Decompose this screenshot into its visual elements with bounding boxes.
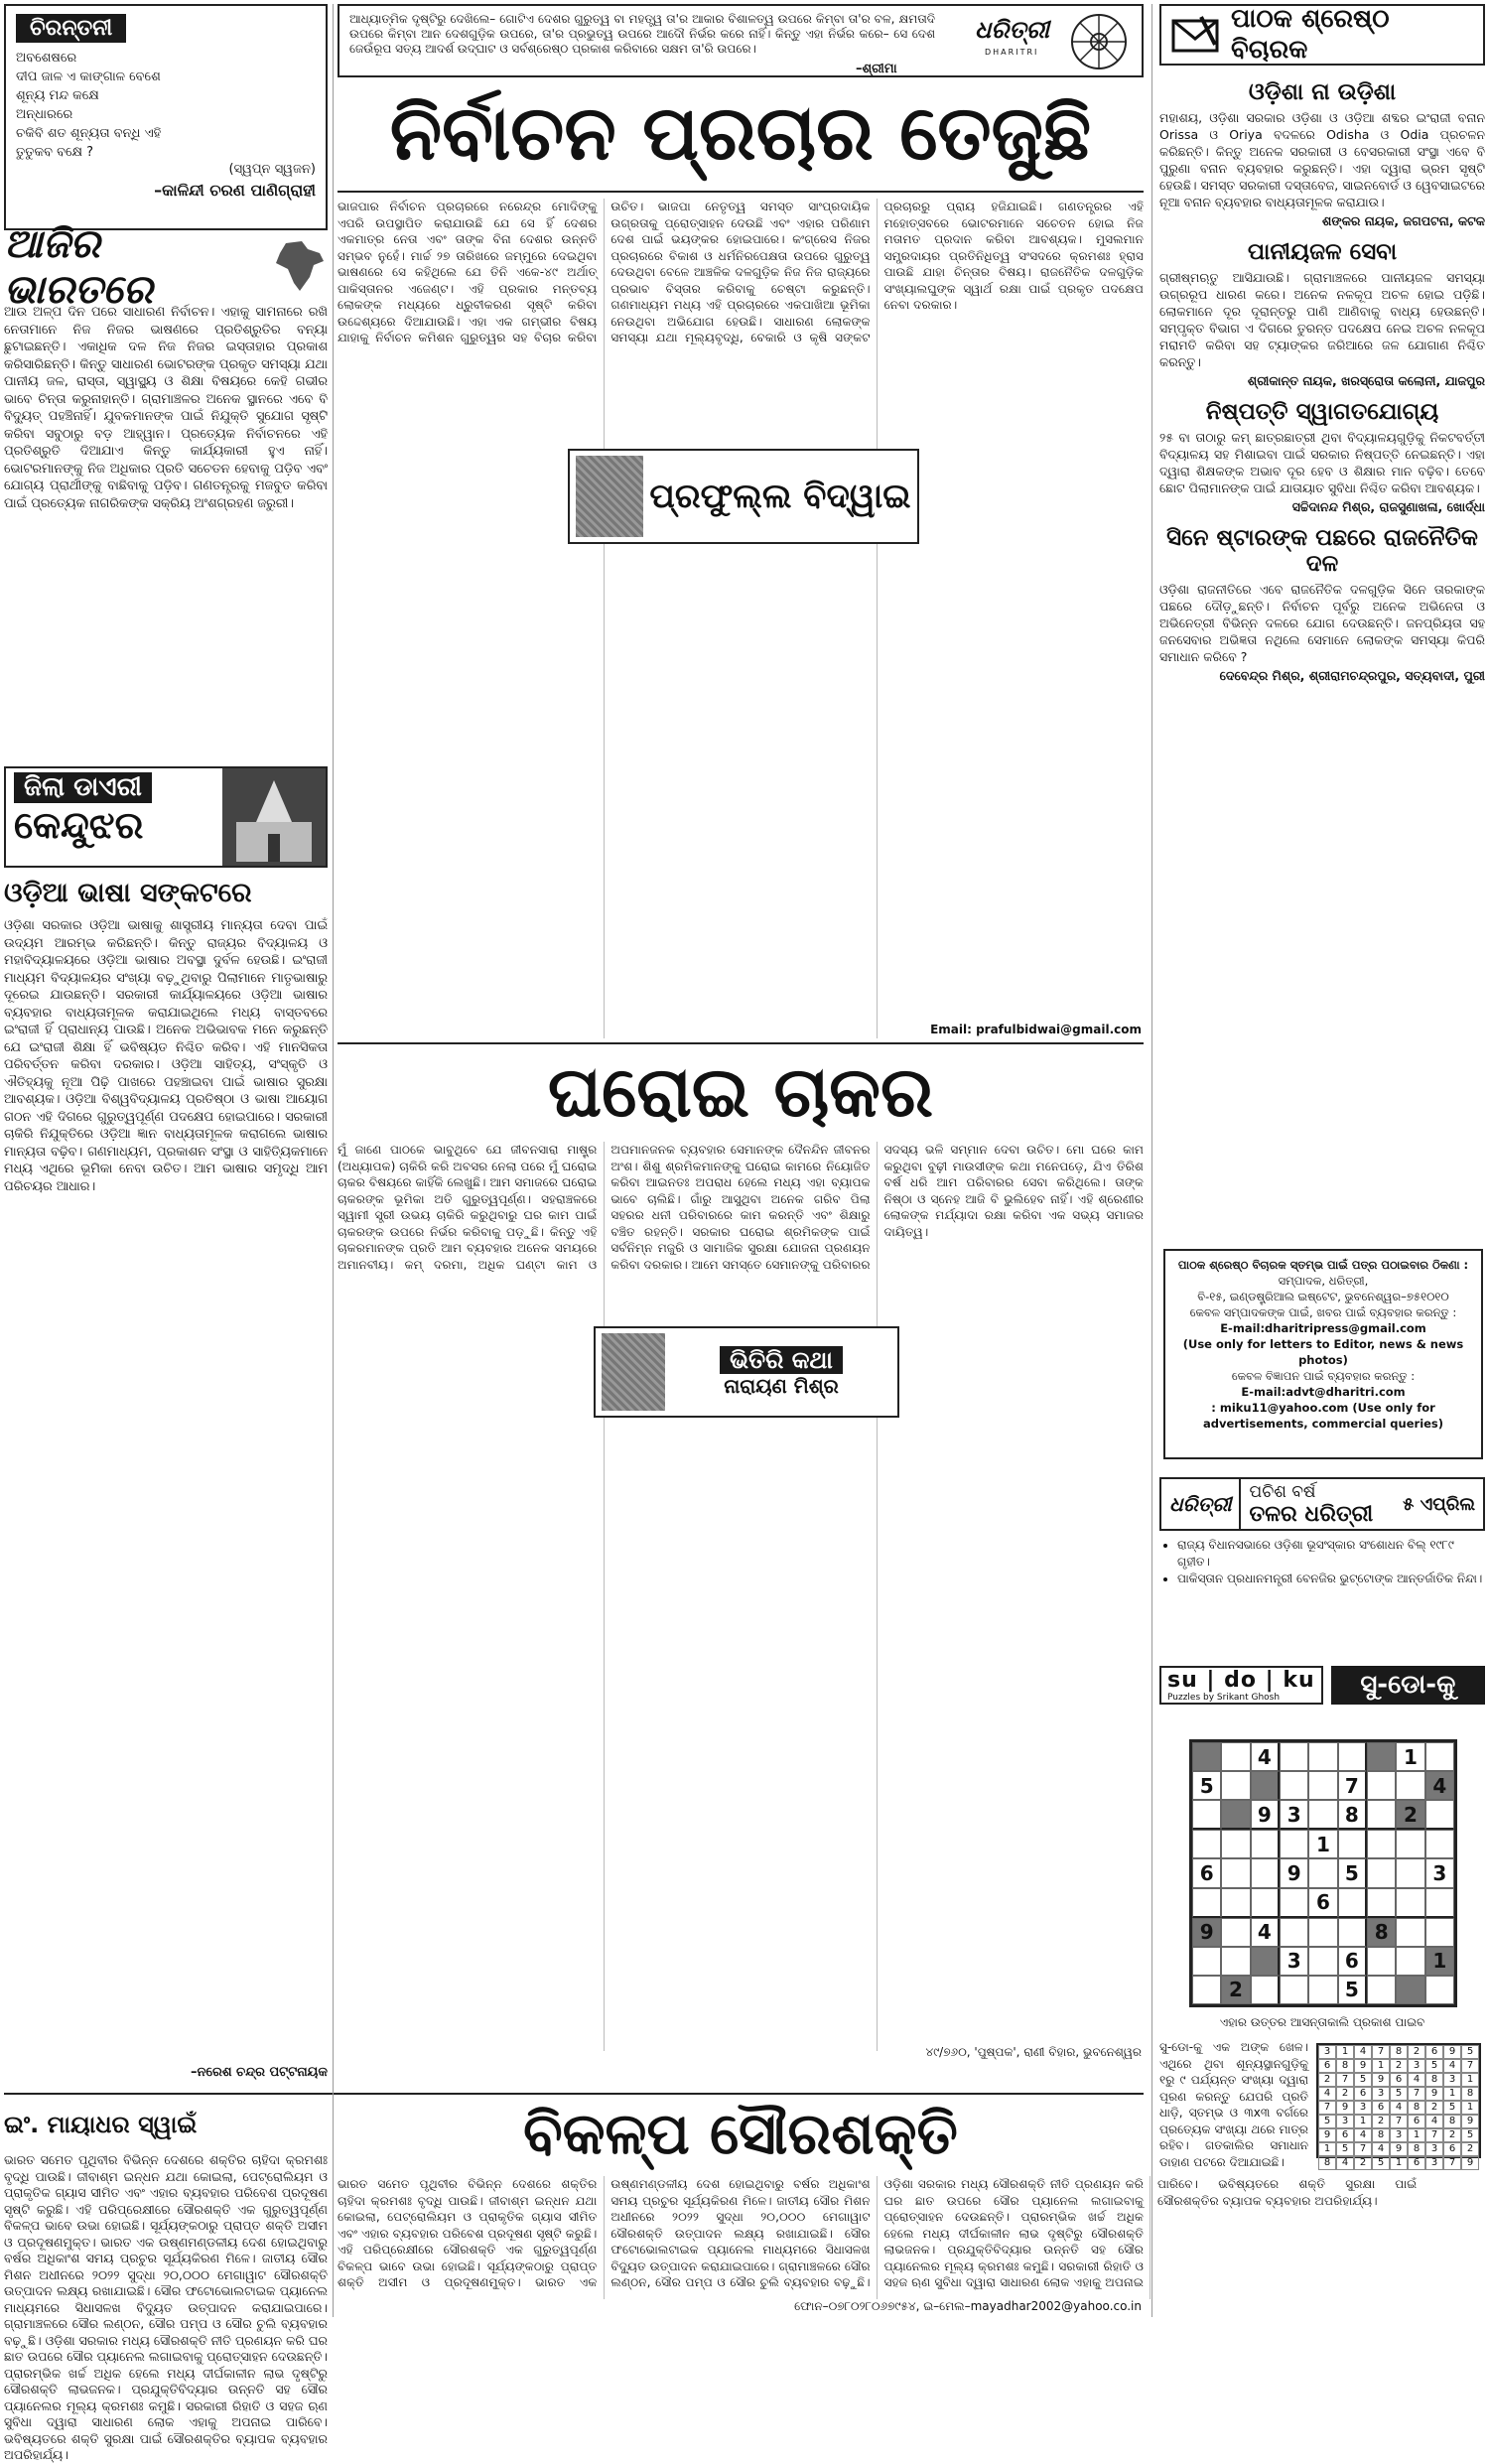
contact-title: ପାଠକ ଶ୍ରେଷ୍ଠ ବିଚାରକ ସ୍ତମ୍ଭ ପାଇଁ ପତ୍ର ପଠାଇବାର ଠିକଣା : (1177, 1258, 1469, 1272)
editorial-author-photo (576, 456, 643, 537)
domestic-help-rule (338, 1042, 1144, 1044)
editorial-body: ଭାଜପାର ନିର୍ବାଚନ ପ୍ରଚାରରେ ନରେନ୍ଦ୍ର ମୋଦିଙ୍କୁ ଏପରି ଉପସ୍ଥାପିତ କରାଯାଉଛି ଯେ ସେ ହିଁ ଦେଶର ଏକମାତ୍ର ନେତା ଏବଂ ତାଙ୍କ ବିନା ଦେଶର ଉନ୍ନତି ସମ୍ଭବ ନୁହେଁ। ମାର୍ଚ୍ଚ ୨୭ ତାରିଖରେ ଜମ୍ମୁରେ ଦେଇଥିବା ଭାଷଣରେ ସେ କହିଥିଲେ ଯେ ତିନି ଏକେ-୪୯ ଅର୍ଥାତ୍ ପାକିସ୍ତାନର ଏଜେଣ୍ଟ। ଏହି ପ୍ରକାର ମନ୍ତବ୍ୟ ଲୋକଙ୍କ ମଧ୍ୟରେ ଧ୍ରୁବୀକରଣ ସୃଷ୍ଟି କରିବା ଉଦ୍ଦେଶ୍ୟରେ ଦିଆଯାଉଛି। ଏହା ଏକ ଗମ୍ଭୀର ବିଷୟ ଯାହାକୁ ନିର୍ବାଚନ କମିଶନ ଗୁରୁତ୍ୱର ସହ ବିଚାର କରିବା ଉଚିତ। ଭାଜପା ନେତୃତ୍ୱ ସମସ୍ତ ସାଂପ୍ରଦାୟିକ ଉଗ୍ରତାକୁ ପ୍ରୋତ୍ସାହନ ଦେଉଛି ଏବଂ ଏହାର ପରିଣାମ ଦେଶ ପାଇଁ ଭୟଙ୍କର ହୋଇପାରେ। କଂଗ୍ରେସ ନିଜର ପ୍ରଚାରରେ ବିକାଶ ଓ ଧର୍ମନିରପେକ୍ଷତା ଉପରେ ଗୁରୁତ୍ୱ ଦେଉଥିବା ବେଳେ ଆଞ୍ଚଳିକ ଦଳଗୁଡ଼ିକ ନିଜ ନିଜ ରାଜ୍ୟରେ ପ୍ରଭାବ ବିସ୍ତାର କରିବାକୁ ଚେଷ୍ଟା କରୁଛନ୍ତି। ଗଣମାଧ୍ୟମ ମଧ୍ୟ ଏହି ପ୍ରଚାରରେ ଏକପାଖିଆ ଭୂମିକା ନେଉଥିବା ଅଭିଯୋଗ ହେଉଛି। ସାଧାରଣ ଲୋକଙ୍କ ସମସ୍ୟା ଯଥା ମୂଲ୍ୟବୃଦ୍ଧି, ବେକାରି ଓ କୃଷି ସଙ୍କଟ ପ୍ରଚାରରୁ ପ୍ରାୟ ହଜିଯାଇଛି। ଗଣତନ୍ତ୍ରର ଏହି ମହୋତ୍ସବରେ ଭୋଟରମାନେ ସଚେତନ ହୋଇ ନିଜ ମତାମତ ପ୍ରଦାନ କରିବା ଆବଶ୍ୟକ। ମୁସଲମାନ ସମ୍ପ୍ରଦାୟର ପ୍ରତିନିଧିତ୍ୱ ସଂସଦରେ କ୍ରମଶଃ ହ୍ରାସ ପାଉଛି ଯାହା ଚିନ୍ତାର ବିଷୟ। ରାଜନୈତିକ ଦଳଗୁଡ଼ିକ ସଂଖ୍ୟାଲଘୁଙ୍କ ସ୍ୱାର୍ଥ ରକ୍ଷା ପାଇଁ ପ୍ରକୃତ ପଦକ୍ଷେପ ନେବା ଦରକାର। (338, 200, 1144, 344)
sudoku-cell[interactable] (1308, 1918, 1337, 1947)
domestic-help-author-photo (602, 1333, 665, 1411)
sudoku-cell[interactable] (1367, 1888, 1396, 1918)
twentyfive-date: ୫ ଏପ୍ରିଲ (1403, 1493, 1475, 1515)
sudoku-cell[interactable] (1221, 1830, 1250, 1858)
sudoku-cell[interactable] (1280, 1918, 1308, 1947)
sudoku-cell[interactable]: 5 (1338, 1858, 1367, 1887)
sudoku-cell[interactable] (1221, 1888, 1250, 1918)
sudoku-solution-cell: 3 (1425, 2156, 1443, 2170)
sudoku-solution-cell: 6 (1354, 2087, 1372, 2101)
letter-body: ଓଡ଼ିଶା ରାଜନୀତିରେ ଏବେ ରାଜନୈତିକ ଦଳଗୁଡ଼ିକ ସିନେ ତାରକାଙ୍କ ପଛରେ ଦୌଡ଼ୁଛନ୍ତି। ନିର୍ବାଚନ ପୂର୍ବରୁ ଅନେକ ଅଭିନେତା ଓ ଅଭିନେତ୍ରୀ ବିଭିନ୍ନ ଦଳରେ ଯୋଗ ଦେଉଛନ୍ତି। ଜନପ୍ରିୟତା ସହ ଜନସେବାର ଅଭିଜ୍ଞତା ନଥିଲେ ସେମାନେ ଲୋକଙ୍କ ସମସ୍ୟା କିପରି ସମାଧାନ କରିବେ ? (1159, 582, 1485, 664)
domestic-help-body: ମୁଁ ଜାଣେ ପାଠକେ ଭାବୁଥିବେ ଯେ ଜୀବନସାରା ମାଷ୍ଟ୍ର (ଅଧ୍ୟାପକ) ଚାକିରି କରି ଅବସର ନେଲା ପରେ ମୁଁ ଘରୋଇ ଚାକର ବିଷୟରେ କାହିଁକି ଲେଖୁଛି। ଆମ ସମାଜରେ ଘରୋଇ ଚାକରଙ୍କ ଭୂମିକା ଅତି ଗୁରୁତ୍ୱପୂର୍ଣ୍ଣ। ସହରାଞ୍ଚଳରେ ସ୍ୱାମୀ ସ୍ତ୍ରୀ ଉଭୟ ଚାକିରି କରୁଥିବାରୁ ଘର କାମ ପାଇଁ ଚାକରଙ୍କ ଉପରେ ନିର୍ଭର କରିବାକୁ ପଡ଼ୁଛି। କିନ୍ତୁ ଏହି ଚାକରମାନଙ୍କ ପ୍ରତି ଆମ ବ୍ୟବହାର ଅନେକ ସମୟରେ ଅମାନବୀୟ। କମ୍ ଦରମା, ଅଧିକ ଘଣ୍ଟା କାମ ଓ ଅପମାନଜନକ ବ୍ୟବହାର ସେମାନଙ୍କ ଦୈନନ୍ଦିନ ଜୀବନର ଅଂଶ। ଶିଶୁ ଶ୍ରମିକମାନଙ୍କୁ ଘରୋଇ କାମରେ ନିୟୋଜିତ କରିବା ଆଇନତଃ ଅପରାଧ ହେଲେ ମଧ୍ୟ ଏହା ବ୍ୟାପକ ଭାବେ ଚାଲିଛି। ଗାଁରୁ ଆସୁଥିବା ଅନେକ ଗରିବ ପିଲା ସହରର ଧନୀ ପରିବାରରେ କାମ କରନ୍ତି ଏବଂ ଶିକ୍ଷାରୁ ବଞ୍ଚିତ ରହନ୍ତି। ସରକାର ଘରୋଇ ଶ୍ରମିକଙ୍କ ପାଇଁ ସର୍ବନିମ୍ନ ମଜୁରି ଓ ସାମାଜିକ ସୁରକ୍ଷା ଯୋଜନା ପ୍ରଣୟନ କରିବା ଦରକାର। ଆମେ ସମସ୍ତେ ସେମାନଙ୍କୁ ପରିବାରର ସଦସ୍ୟ ଭଳି ସମ୍ମାନ ଦେବା ଉଚିତ। ମୋ ଘରେ କାମ କରୁଥିବା ବୁଢ଼ୀ ମାଉସୀଙ୍କ କଥା ମନେପଡ଼େ, ଯିଏ ତିରିଶ ବର୍ଷ ଧରି ଆମ ପରିବାରର ସେବା କରିଥିଲେ। ତାଙ୍କ ନିଷ୍ଠା ଓ ସ୍ନେହ ଆଜି ବି ଭୁଲିହେବ ନାହିଁ। ଏହି ଶ୍ରେଣୀର ଲୋକଙ୍କ ମର୍ଯ୍ୟାଦା ରକ୍ଷା କରିବା ଏକ ସଭ୍ୟ ସମାଜର ଦାୟିତ୍ୱ। (338, 1143, 1144, 1272)
chirantani-box (4, 4, 328, 230)
ajira-bharata-header (4, 221, 328, 313)
sudoku-cell[interactable] (1367, 1800, 1396, 1830)
india-map-icon (268, 239, 328, 295)
contact-email-ad-2: : miku11@yahoo.com (Use only for advertisements, commercial queries) (1202, 1401, 1444, 1431)
sudoku-solution-cell: 5 (1443, 2101, 1461, 2115)
sudoku-cell[interactable] (1280, 1830, 1308, 1858)
poem-line: ଚକିବି ଶତ ଶୂନ୍ୟତା ବନ୍ଧି ଏହି (16, 126, 162, 141)
poem-line: ଦୀପ ଜାଳ ଏ କାଙ୍ଗାଳ ବେଶେ (16, 69, 161, 84)
column-rule-left (333, 4, 334, 2317)
sudoku-cell[interactable] (1221, 1947, 1250, 1976)
sudoku-cell[interactable] (1308, 1742, 1337, 1771)
district-diary-label: ଜିଲା ଡାଏରୀ (14, 772, 152, 803)
domestic-help-headline: ଘରୋଇ ଚାକର (547, 1051, 934, 1133)
letters-header: ପାଠକ ଶ୍ରେଷ୍ଠ ବିଚାରକ (1231, 4, 1390, 65)
domestic-help-author-box (594, 1326, 899, 1418)
sudoku-cell[interactable]: 3 (1425, 1858, 1454, 1887)
sudoku-cell[interactable] (1308, 1858, 1337, 1887)
letter-title: ନିଷ୍ପତ୍ତି ସ୍ୱାଗତଯୋଗ୍ୟ (1205, 399, 1439, 425)
sudoku-solution-cell: 4 (1354, 2128, 1372, 2142)
sudoku-cell[interactable] (1221, 1800, 1250, 1830)
sudoku-cell[interactable] (1251, 1830, 1280, 1858)
sudoku-grid (1189, 1739, 1457, 2007)
chirantani-poem (16, 49, 316, 162)
sudoku-solution-cell: 7 (1461, 2059, 1479, 2073)
sudoku-cell[interactable] (1251, 1771, 1280, 1800)
twentyfive-item: • ପାକିସ୍ତାନ ପ୍ରଧାନମନ୍ତ୍ରୀ ବେନଜିର ଭୁଟ୍ଟୋଙ୍କ ଆନ୍ତର୍ଜାତିକ ନିନ୍ଦା। (1177, 1571, 1485, 1587)
letter-body: ଗ୍ରୀଷ୍ମଋତୁ ଆସିଯାଉଛି। ଗ୍ରାମାଞ୍ଚଳରେ ପାନୀୟଜଳ ସମସ୍ୟା ଉଗ୍ରରୂପ ଧାରଣ କରେ। ଅନେକ ନଳକୂପ ଅଚଳ ହୋଇ ପଡ଼ିଛି। ଲୋକମାନେ ଦୂର ଦୂରାନ୍ତରୁ ପାଣି ଆଣିବାକୁ ବାଧ୍ୟ ହେଉଛନ୍ତି। ସମ୍ପୃକ୍ତ ବିଭାଗ ଏ ଦିଗରେ ତୁରନ୍ତ ପଦକ୍ଷେପ ନେଇ ଅଚଳ ନଳକୂପ ମରାମତି କରିବା ସହ ଟ୍ୟାଙ୍କର ଜରିଆରେ ଜଳ ଯୋଗାଣ ନିଶ୍ଚିତ କରନ୍ତୁ। (1159, 270, 1485, 369)
sudoku-cell[interactable]: 4 (1251, 1742, 1280, 1771)
poem-line: ଅନ୍ଧାରରେ (16, 107, 73, 122)
sudoku-solution-cell: 8 (1408, 2101, 1425, 2115)
sudoku-title: ସୁ-ଡୋ-କୁ (1331, 1666, 1485, 1705)
twentyfive-title1: ପଚିଶ ବର୍ଷ (1249, 1481, 1316, 1502)
sudoku-solution-cell: 1 (1443, 2087, 1461, 2101)
sudoku-solution-cell: 9 (1390, 2142, 1408, 2156)
contact-box (1163, 1249, 1483, 1459)
sudoku-solution-grid (1316, 2043, 1481, 2168)
sudoku-solution-cell: 4 (1390, 2101, 1408, 2115)
sudoku-solution-cell: 8 (1390, 2045, 1408, 2059)
sudoku-solution-cell: 3 (1425, 2142, 1443, 2156)
sudoku-solution-cell: 6 (1408, 2156, 1425, 2170)
sudoku-rules: ସୁ-ଡୋ-କୁ ଏକ ଅଙ୍କ ଖେଳ। ଏଥିରେ ଥିବା ଶୂନ୍ୟସ୍ଥାନଗୁଡ଼ିକୁ ୧ରୁ ୯ ପର୍ଯ୍ୟନ୍ତ ସଂଖ୍ୟା ଦ୍ୱାରା ପୂରଣ କରନ୍ତୁ ଯେପରି ପ୍ରତି ଧାଡ଼ି, ସ୍ତମ୍ଭ ଓ ୩x୩ ବର୍ଗରେ ପ୍ରତ୍ୟେକ ସଂଖ୍ୟା ଥରେ ମାତ୍ର ରହିବ। ଗତକାଲିର ସମାଧାନ ଡାହାଣ ପଟରେ ଦିଆଯାଇଛି। (1159, 2040, 1308, 2169)
district-diary-box (4, 766, 328, 868)
quote-author: –ଶ୍ରୀମା (856, 62, 897, 76)
sudoku-cell[interactable] (1192, 1742, 1221, 1771)
odia-crisis-body: ଓଡ଼ିଶା ସରକାର ଓଡ଼ିଆ ଭାଷାକୁ ଶାସ୍ତ୍ରୀୟ ମାନ୍ୟତା ଦେବା ପାଇଁ ଉଦ୍ୟମ ଆରମ୍ଭ କରିଛନ୍ତି। କିନ୍ତୁ ରାଜ୍ୟର ବିଦ୍ୟାଳୟ ଓ ମହାବିଦ୍ୟାଳୟରେ ଓଡ଼ିଆ ଭାଷାର ଅବସ୍ଥା ଦୁର୍ବଳ ହେଉଛି। ଇଂରାଜୀ ମାଧ୍ୟମ ବିଦ୍ୟାଳୟର ସଂଖ୍ୟା ବଢ଼ୁଥିବାରୁ ପିଲାମାନେ ମାତୃଭାଷାରୁ ଦୂରେଇ ଯାଉଛନ୍ତି। ସରକାରୀ କାର୍ଯ୍ୟାଳୟରେ ଓଡ଼ିଆ ଭାଷାର ବ୍ୟବହାର ବାଧ୍ୟତାମୂଳକ କରାଯାଇଥିଲେ ମଧ୍ୟ ବାସ୍ତବରେ ଇଂରାଜୀ ହିଁ ପ୍ରାଧାନ୍ୟ ପାଉଛି। ଅନେକ ଅଭିଭାବକ ମନେ କରୁଛନ୍ତି ଯେ ଇଂରାଜୀ ଶିକ୍ଷା ହିଁ ଭବିଷ୍ୟତ ନିଶ୍ଚିତ କରିବ। ଏହି ମାନସିକତା ପରିବର୍ତ୍ତନ କରିବା ଦରକାର। ଓଡ଼ିଆ ସାହିତ୍ୟ, ସଂସ୍କୃତି ଓ ଐତିହ୍ୟକୁ ନୂଆ ପିଢ଼ି ପାଖରେ ପହଞ୍ଚାଇବା ପାଇଁ ଭାଷାର ସୁରକ୍ଷା ଆବଶ୍ୟକ। ଓଡ଼ିଆ ବିଶ୍ୱବିଦ୍ୟାଳୟ ପ୍ରତିଷ୍ଠା ଓ ଭାଷା ଆୟୋଗ ଗଠନ ଏହି ଦିଗରେ ଗୁରୁତ୍ୱପୂର୍ଣ୍ଣ ପଦକ୍ଷେପ ହୋଇପାରେ। ସରକାରୀ ଚାକିରି ନିଯୁକ୍ତିରେ ଓଡ଼ିଆ ଜ୍ଞାନ ବାଧ୍ୟତାମୂଳକ କରାଗଲେ ଭାଷାର ମାନ୍ୟତା ବଢ଼ିବ। ଗଣମାଧ୍ୟମ, ପ୍ରକାଶନ ସଂସ୍ଥା ଓ ସାହିତ୍ୟିକମାନେ ମଧ୍ୟ ଏଥିରେ ଭୂମିକା ନେବା ଉଚିତ। ଆମ ଭାଷାର ସମୃଦ୍ଧି ଆମ ପରିଚୟର ଆଧାର। (4, 918, 328, 1194)
sudoku-cell[interactable] (1425, 1800, 1454, 1830)
quote-box (338, 4, 1144, 77)
sudoku-cell[interactable] (1251, 1888, 1280, 1918)
sudoku-solution-cell: 9 (1354, 2059, 1372, 2073)
sudoku-solution-cell: 2 (1425, 2101, 1443, 2115)
sudoku-cell[interactable] (1308, 1947, 1337, 1976)
sudoku-cell[interactable] (1367, 1742, 1396, 1771)
sudoku-solution-cell: 5 (1461, 2045, 1479, 2059)
solar-body-lead: ଭାରତ ସମେତ ପୃଥିବୀର ବିଭିନ୍ନ ଦେଶରେ ଶକ୍ତିର ଚାହିଦା କ୍ରମଶଃ ବୃଦ୍ଧି ପାଉଛି। ଜୀବାଶ୍ମ ଇନ୍ଧନ ଯଥା କୋଇଲା, ପେଟ୍ରୋଲିୟମ ଓ ପ୍ରାକୃତିକ ଗ୍ୟାସ ସୀମିତ ଏବଂ ଏହାର ବ୍ୟବହାର ପରିବେଶ ପ୍ରଦୂଷଣ ସୃଷ୍ଟି କରୁଛି। ଏହି ପରିପ୍ରେକ୍ଷୀରେ ସୌରଶକ୍ତି ଏକ ଗୁରୁତ୍ୱପୂର୍ଣ୍ଣ ବିକଳ୍ପ ଭାବେ ଉଭା ହୋଇଛି। ସୂର୍ଯ୍ୟଙ୍କଠାରୁ ପ୍ରାପ୍ତ ଶକ୍ତି ଅସୀମ ଓ ପ୍ରଦୂଷଣମୁକ୍ତ। ଭାରତ ଏକ ଉଷ୍ଣମଣ୍ଡଳୀୟ ଦେଶ ହୋଇଥିବାରୁ ବର୍ଷର ଅଧିକାଂଶ ସମୟ ପ୍ରଚୁର ସୂର୍ଯ୍ୟକିରଣ ମିଳେ। ଜାତୀୟ ସୌର ମିଶନ ଅଧୀନରେ ୨୦୨୨ ସୁଦ୍ଧା ୨୦,୦୦୦ ମେଗାୱାଟ ସୌରଶକ୍ତି ଉତ୍ପାଦନ ଲକ୍ଷ୍ୟ ରଖାଯାଇଛି। ସୌର ଫଟୋଭୋଲଟାଇକ ପ୍ୟାନେଲ ମାଧ୍ୟମରେ ସିଧାସଳଖ ବିଦ୍ୟୁତ ଉତ୍ପାଦନ କରାଯାଇପାରେ। ଗ୍ରାମାଞ୍ଚଳରେ ସୌର ଲଣ୍ଠନ, ସୌର ପମ୍ପ ଓ ସୌର ଚୁଲି ବ୍ୟବହାର ବଢ଼ୁଛି। ଓଡ଼ିଶା ସରକାର ମଧ୍ୟ ସୌରଶକ୍ତି ନୀତି ପ୍ରଣୟନ କରି ଘର ଛାତ ଉପରେ ସୌର ପ୍ୟାନେଲ ଲଗାଇବାକୁ ପ୍ରୋତ୍ସାହନ ଦେଉଛନ୍ତି। ପ୍ରାରମ୍ଭିକ ଖର୍ଚ୍ଚ ଅଧିକ ହେଲେ ମଧ୍ୟ ଦୀର୍ଘକାଳୀନ ଲାଭ ଦୃଷ୍ଟିରୁ ସୌରଶକ୍ତି ଲାଭଜନକ। ପ୍ରଯୁକ୍ତିବିଦ୍ୟାର ଉନ୍ନତି ସହ ସୌର ପ୍ୟାନେଲର ମୂଲ୍ୟ କ୍ରମଶଃ କମୁଛି। ସରକାରୀ ରିହାତି ଓ ସହଜ ଋଣ ସୁବିଧା ଦ୍ୱାରା ସାଧାରଣ ଲୋକ ଏହାକୁ ଅପନାଇ ପାରିବେ। ଭବିଷ୍ୟତରେ ଶକ୍ତି ସୁରକ୍ଷା ପାଇଁ ସୌରଶକ୍ତିର ବ୍ୟାପକ ବ୍ୟବହାର ଅପରିହାର୍ଯ୍ୟ। (4, 2152, 328, 2462)
sudoku-cell[interactable]: 8 (1338, 1800, 1367, 1830)
sudoku-cell[interactable] (1396, 1771, 1424, 1800)
poem-line: ଶୂନ୍ୟ ମନ୍ଦ କକ୍ଷେ (16, 88, 99, 103)
sudoku-answer-note: ଏହାର ଉତ୍ତର ଆସନ୍ତାକାଲି ପ୍ରକାଶ ପାଇବ (1219, 2015, 1425, 2029)
sudoku-solution-cell: 7 (1372, 2045, 1390, 2059)
contact-note-editor: (Use only for letters to Editor, news & news photos) (1182, 1337, 1464, 1367)
editorial-email: Email: prafulbidwai@gmail.com (893, 1023, 1142, 1036)
sudoku-solution-cell: 9 (1318, 2128, 1336, 2142)
sudoku-cell[interactable] (1367, 1771, 1396, 1800)
sudoku-cell[interactable]: 3 (1280, 1800, 1308, 1830)
chirantani-author: –କାଳିନ୍ଦୀ ଚରଣ ପାଣିଗ୍ରାହୀ (154, 181, 316, 200)
sudoku-cell[interactable] (1192, 1830, 1221, 1858)
sudoku-solution-cell: 2 (1461, 2142, 1479, 2156)
sudoku-solution-cell: 6 (1443, 2142, 1461, 2156)
sudoku-cell[interactable]: 4 (1251, 1918, 1280, 1947)
sudoku-cell[interactable] (1251, 1947, 1280, 1976)
sudoku-cell[interactable]: 2 (1396, 1800, 1424, 1830)
sudoku-cell[interactable] (1425, 1888, 1454, 1918)
sudoku-cell[interactable]: 3 (1280, 1947, 1308, 1976)
sudoku-cell[interactable]: 6 (1308, 1888, 1337, 1918)
sudoku-cell[interactable] (1338, 1830, 1367, 1858)
sudoku-byline: Puzzles by Srikant Ghosh (1167, 1692, 1281, 1703)
sudoku-cell[interactable] (1251, 1976, 1280, 2004)
sudoku-cell[interactable] (1280, 1888, 1308, 1918)
sudoku-solution-cell: 2 (1372, 2115, 1390, 2128)
temple-image (222, 768, 326, 866)
sudoku-solution-cell: 8 (1461, 2087, 1479, 2101)
ajira-bharata-body: ଆଉ ଅଳ୍ପ ଦିନ ପରେ ସାଧାରଣ ନିର୍ବାଚନ। ଏହାକୁ ସାମନାରେ ରଖି ନେତାମାନେ ନିଜ ନିଜର ଭାଷଣରେ ପ୍ରତିଶ୍ରୁତିର ବନ୍ୟା ଛୁଟାଇଛନ୍ତି। ଏକାଧିକ ଦଳ ନିଜ ନିଜର ଇସ୍ତାହାର ପ୍ରକାଶ କରିସାରିଛନ୍ତି। କିନ୍ତୁ ସାଧାରଣ ଭୋଟରଙ୍କ ପ୍ରକୃତ ସମସ୍ୟା ଯଥା ପାନୀୟ ଜଳ, ରାସ୍ତା, ସ୍ୱାସ୍ଥ୍ୟ ଓ ଶିକ୍ଷା ବିଷୟରେ କେହି ଗଭୀର ଭାବେ ଚିନ୍ତା କରୁନାହାନ୍ତି। ଗ୍ରାମାଞ୍ଚଳର ଅନେକ ସ୍ଥାନରେ ଏବେ ବି ବିଦ୍ୟୁତ୍ ପହଞ୍ଚିନାହିଁ। ଯୁବକମାନଙ୍କ ପାଇଁ ନିଯୁକ୍ତି ସୁଯୋଗ ସୃଷ୍ଟି କରିବା ସବୁଠାରୁ ବଡ଼ ଆହ୍ୱାନ। ପ୍ରତ୍ୟେକ ନିର୍ବାଚନରେ ଏହି ପ୍ରତିଶ୍ରୁତି ଦିଆଯାଏ କିନ୍ତୁ କାର୍ଯ୍ୟକାରୀ ହୁଏ ନାହିଁ। ଭୋଟରମାନଙ୍କୁ ନିଜ ଅଧିକାର ପ୍ରତି ସଚେତନ ହେବାକୁ ପଡ଼ିବ ଏବଂ ଯୋଗ୍ୟ ପ୍ରାର୍ଥୀଙ୍କୁ ବାଛିବାକୁ ପଡ଼ିବ। ଗଣତନ୍ତ୍ରକୁ ମଜବୁତ କରିବା ପାଇଁ ପ୍ରତ୍ୟେକ ନାଗରିକଙ୍କ ସକ୍ରିୟ ଅଂଶଗ୍ରହଣ ଜରୁରୀ। (4, 305, 328, 511)
sudoku-cell[interactable] (1367, 1976, 1396, 2004)
sudoku-solution-cell: 9 (1461, 2156, 1479, 2170)
sudoku-cell[interactable]: 1 (1425, 1947, 1454, 1976)
sudoku-solution-cell: 8 (1408, 2142, 1425, 2156)
sudoku-solution-cell: 3 (1354, 2101, 1372, 2115)
sudoku-solution-cell: 7 (1443, 2156, 1461, 2170)
odia-crisis-author: –ନରେଶ ଚନ୍ଦ୍ର ପଟ୍ଟନାୟକ (191, 2065, 328, 2080)
sudoku-solution-cell: 6 (1372, 2101, 1390, 2115)
sudoku-solution-cell: 6 (1408, 2115, 1425, 2128)
sudoku-solution-cell: 3 (1336, 2115, 1354, 2128)
contact-email-ad: E-mail:advt@dharitri.com (1241, 1385, 1406, 1399)
sudoku-solution-cell: 5 (1461, 2128, 1479, 2142)
sudoku-solution-cell: 8 (1372, 2128, 1390, 2142)
sudoku-solution-cell: 4 (1408, 2073, 1425, 2087)
chirantani-title: ଚିରନ୍ତନୀ (16, 14, 126, 43)
letters-column (1159, 73, 1485, 1205)
letter (1159, 399, 1485, 515)
sudoku-cell[interactable] (1396, 1918, 1424, 1947)
sudoku-cell[interactable] (1221, 1858, 1250, 1887)
sudoku-solution-cell: 4 (1425, 2115, 1443, 2128)
solar-contact: ଫୋନ–୦୭୮୦୨୮୦୬୭୯୫୪, ଇ–ମେଲ–mayadhar2002@yahoo.co.in (794, 2299, 1142, 2313)
poem-line: ଅବଶେଷରେ (16, 51, 77, 66)
letter-signature: ଦେବେନ୍ଦ୍ର ମିଶ୍ର, ଶ୍ରୀରାମଚନ୍ଦ୍ରପୁର, ସତ୍ୟବାଦୀ, ପୁରୀ (1219, 668, 1485, 683)
sudoku-solution-cell: 4 (1336, 2156, 1354, 2170)
sudoku-solution-cell: 1 (1461, 2101, 1479, 2115)
sudoku-solution-cell: 4 (1443, 2059, 1461, 2073)
sudoku-cell[interactable] (1425, 1742, 1454, 1771)
quote-text: ଆଧ୍ୟାତ୍ମିକ ଦୃଷ୍ଟିରୁ ଦେଖିଲେ– ଗୋଟିଏ ଦେଶର ଗୁରୁତ୍ୱ ବା ମହତ୍ତ୍ୱ ତା'ର ଆକାର ବିଶାଳତ୍ୱ ଉପରେ କିମ୍ବା ତା'ର ବଳ, କ୍ଷମତାଦି ଉପରେ କିମ୍ବା ଆନ ଦେଶଗୁଡ଼ିକ ଉପରେ, ତା'ର ପ୍ରଭୁତ୍ୱ ଉପରେ ଆଦୌ ନିର୍ଭର କରେ ନାହିଁ। କିନ୍ତୁ ଏହା ନିର୍ଭର କରେ– ସେ ଦେଶ ଜେଉଁରୂପ ସତ୍ୟ ଆଦର୍ଶ ଉଦ୍‌ଘାଟ ଓ ସର୍ବଶ୍ରେଷ୍ଠ ପ୍ରକାଶ କରିବାରେ ସକ୍ଷମ ତା'ରି ଉପରେ। (349, 12, 935, 56)
twentyfive-items (1177, 1537, 1485, 1587)
sudoku-solution-cell: 1 (1336, 2045, 1354, 2059)
sudoku-header (1159, 1660, 1485, 1710)
letter (1159, 239, 1485, 389)
sudoku-cell[interactable] (1221, 1918, 1250, 1947)
sudoku-cell[interactable] (1308, 1800, 1337, 1830)
sudoku-solution-cell: 6 (1390, 2073, 1408, 2087)
sudoku-cell[interactable] (1338, 1742, 1367, 1771)
letter-body: ମହାଶୟ, ଓଡ଼ିଶା ସରକାର ଓଡ଼ିଶା ଓ ଓଡ଼ିଆ ଶବ୍ଦର ଇଂରାଜୀ ବନାନ Orissa ଓ Oriya ବଦଳରେ Odisha ଓ Odia ପ୍ରଚଳନ କରିଛନ୍ତି। କିନ୍ତୁ ଅନେକ ସରକାରୀ ଓ ବେସରକାରୀ ସଂସ୍ଥା ଏବେ ବି ପୁରୁଣା ବନାନ ବ୍ୟବହାର କରୁଛନ୍ତି। ଏହା ଦ୍ୱାରା ଭ୍ରମ ସୃଷ୍ଟି ହେଉଛି। ସମସ୍ତ ସରକାରୀ ଦସ୍ତାବେଜ, ସାଇନବୋର୍ଡ ଓ ୱେବସାଇଟରେ ନୂଆ ବନାନ ବ୍ୟବହାର ବାଧ୍ୟତାମୂଳକ କରାଯାଉ। (1159, 110, 1485, 209)
letter (1159, 79, 1485, 229)
sudoku-cell[interactable] (1221, 1742, 1250, 1771)
sudoku-solution-cell: 8 (1318, 2156, 1336, 2170)
sudoku-solution-cell: 5 (1425, 2059, 1443, 2073)
dharitri-logo: ଧରିତ୍ରୀ (975, 16, 1049, 44)
sudoku-solution-cell: 3 (1408, 2059, 1425, 2073)
editorial-rule (338, 191, 1144, 193)
sudoku-cell[interactable] (1396, 1858, 1424, 1887)
sudoku-solution-cell: 2 (1443, 2128, 1461, 2142)
chakra-icon (1069, 12, 1129, 71)
sudoku-solution-cell: 7 (1425, 2128, 1443, 2142)
sudoku-cell[interactable]: 1 (1308, 1830, 1337, 1858)
sudoku-solution-cell: 9 (1461, 2115, 1479, 2128)
twentyfive-title2: ତଳର ଧରିତ୍ରୀ (1249, 1501, 1374, 1527)
sudoku-cell[interactable]: 2 (1221, 1976, 1250, 2004)
sudoku-solution-cell: 9 (1372, 2073, 1390, 2087)
contact-ad-label: କେବଳ ବିଜ୍ଞାପନ ପାଇଁ ବ୍ୟବହାର କରନ୍ତୁ : (1231, 1369, 1416, 1383)
sudoku-cell[interactable] (1425, 1918, 1454, 1947)
contact-email-editor: E-mail:dharitripress@gmail.com (1220, 1321, 1426, 1335)
twentyfive-years (1159, 1477, 1485, 1614)
letter-signature: ଶ୍ରୀକାନ୍ତ ନାୟକ, ଖରସ୍ରୋତା କଲୋନୀ, ଯାଜପୁର (1247, 373, 1485, 388)
sudoku-solution-cell: 1 (1372, 2059, 1390, 2073)
sudoku-solution-cell: 4 (1354, 2045, 1372, 2059)
twentyfive-item: • ରାଜ୍ୟ ବିଧାନସଭାରେ ଓଡ଼ିଶା ଭୂସଂସ୍କାର ସଂଶୋଧନ ବିଲ୍ ୧୯୮୯ ଗୃହୀତ। (1177, 1537, 1485, 1571)
twentyfive-logo: ଧରିତ୍ରୀ (1161, 1479, 1241, 1529)
sudoku-solution-cell: 7 (1408, 2087, 1425, 2101)
sudoku-cell[interactable] (1425, 1830, 1454, 1858)
sudoku-cell[interactable] (1308, 1976, 1337, 2004)
odia-crisis-title: ଓଡ଼ିଆ ଭାଷା ସଙ୍କଟରେ (4, 878, 252, 908)
solar-author: ଇଂ. ମାୟାଧର ସ୍ୱାଇଁ (4, 2111, 198, 2138)
sudoku-solution-cell: 1 (1461, 2073, 1479, 2087)
sudoku-solution-cell: 4 (1372, 2142, 1390, 2156)
sudoku-cell[interactable]: 8 (1367, 1918, 1396, 1947)
sudoku-cell[interactable] (1280, 1771, 1308, 1800)
sudoku-solution-cell: 5 (1390, 2087, 1408, 2101)
sudoku-solution-cell: 5 (1336, 2142, 1354, 2156)
letter-body: ୨୫ ବା ତାଠାରୁ କମ୍ ଛାତ୍ରଛାତ୍ରୀ ଥିବା ବିଦ୍ୟାଳୟଗୁଡ଼ିକୁ ନିକଟବର୍ତ୍ତୀ ବିଦ୍ୟାଳୟ ସହ ମିଶାଇବା ପାଇଁ ସରକାର ନିଷ୍ପତ୍ତି ନେଇଛନ୍ତି। ଏହା ଦ୍ୱାରା ଶିକ୍ଷକଙ୍କ ଅଭାବ ଦୂର ହେବ ଓ ଶିକ୍ଷାର ମାନ ବଢ଼ିବ। ତେବେ ଛୋଟ ପିଲାମାନଙ୍କ ପାଇଁ ଯାତାୟାତ ସୁବିଧା ନିଶ୍ଚିତ କରିବା ଆବଶ୍ୟକ। (1159, 430, 1485, 495)
sudoku-solution-cell: 2 (1390, 2059, 1408, 2073)
contact-address-line: କେବଳ ସମ୍ପାଦକଙ୍କ ପାଇଁ, ଖବର ପାଇଁ ବ୍ୟବହାର କରନ୍ତୁ : (1189, 1305, 1457, 1319)
sudoku-solution-cell: 5 (1354, 2073, 1372, 2087)
sudoku-solution-cell: 4 (1318, 2087, 1336, 2101)
sudoku-cell[interactable]: 6 (1338, 1947, 1367, 1976)
sudoku-cell[interactable] (1367, 1830, 1396, 1858)
sudoku-solution-cell: 3 (1390, 2128, 1408, 2142)
editorial-author: ପ୍ରଫୁଲ୍ଲ ବିଦ୍ୱାଇ (649, 477, 911, 516)
column-rule-right (1151, 4, 1152, 2317)
sudoku-solution-cell: 5 (1372, 2156, 1390, 2170)
sudoku-solution-cell: 8 (1425, 2073, 1443, 2087)
sudoku-cell[interactable] (1367, 1947, 1396, 1976)
sudoku-solution-cell: 7 (1318, 2101, 1336, 2115)
sudoku-solution-cell: 6 (1336, 2128, 1354, 2142)
sudoku-solution-cell: 6 (1425, 2045, 1443, 2059)
sudoku-cell[interactable] (1396, 1976, 1424, 2004)
sudoku-cell[interactable] (1425, 1976, 1454, 2004)
sudoku-cell[interactable] (1192, 1976, 1221, 2004)
sudoku-solution-cell: 1 (1354, 2115, 1372, 2128)
sudoku-cell[interactable]: 1 (1396, 1742, 1424, 1771)
letters-header-box (1159, 4, 1485, 66)
sudoku-solution-cell: 2 (1318, 2073, 1336, 2087)
domestic-help-byline: ୪୯/୭୬୦, 'ପୁଷ୍ପକ', ରାଣୀ ବିହାର, ଭୁବନେଶ୍ୱର (925, 2045, 1142, 2059)
envelope-icon (1171, 15, 1219, 55)
poem-line: ତୁତୁକବ ବକ୍ଷେ ? (16, 145, 94, 160)
sudoku-cell[interactable] (1396, 1947, 1424, 1976)
editorial-headline: ନିର୍ବାଚନ ପ୍ରଚାର ତେଜୁଛି (389, 88, 1092, 177)
sudoku-logo: su | do | ku (1167, 1667, 1315, 1693)
sudoku-cell[interactable]: 5 (1192, 1771, 1221, 1800)
sudoku-solution-cell: 3 (1443, 2073, 1461, 2087)
chirantani-source: (ସ୍ୱପ୍ନ ସ୍ୱଜନ) (228, 162, 316, 177)
sudoku-cell[interactable] (1251, 1858, 1280, 1887)
sudoku-solution-cell: 2 (1336, 2087, 1354, 2101)
sudoku-cell[interactable]: 4 (1425, 1771, 1454, 1800)
sudoku-cell[interactable] (1396, 1888, 1424, 1918)
sudoku-cell[interactable]: 9 (1192, 1918, 1221, 1947)
sudoku-cell[interactable]: 6 (1192, 1858, 1221, 1887)
sudoku-cell[interactable] (1221, 1771, 1250, 1800)
sudoku-cell[interactable] (1338, 1888, 1367, 1918)
sudoku-solution-cell: 7 (1336, 2073, 1354, 2087)
solar-rule (4, 2093, 1144, 2095)
editorial-author-box (568, 449, 919, 544)
letter (1159, 525, 1485, 684)
sudoku-solution-cell: 9 (1443, 2045, 1461, 2059)
sudoku-solution-cell: 9 (1336, 2101, 1354, 2115)
contact-address-line: ସମ୍ପାଦକ, ଧରିତ୍ରୀ, (1278, 1274, 1369, 1288)
sudoku-cell[interactable] (1396, 1830, 1424, 1858)
sudoku-cell[interactable] (1280, 1742, 1308, 1771)
solar-headline: ବିକଳ୍ପ ସୌରଶକ୍ତି (523, 2100, 958, 2167)
sudoku-cell[interactable] (1308, 1771, 1337, 1800)
sudoku-solution-cell: 6 (1318, 2059, 1336, 2073)
sudoku-cell[interactable] (1367, 1858, 1396, 1887)
sudoku-solution-cell: 7 (1354, 2142, 1372, 2156)
sudoku-solution-cell: 1 (1408, 2128, 1425, 2142)
sudoku-solution-cell: 7 (1390, 2115, 1408, 2128)
letter-signature: ଶଙ୍କର ନାୟକ, ଜଗପଟନା, କଟକ (1322, 213, 1485, 228)
sudoku-cell[interactable] (1192, 1800, 1221, 1830)
district-diary-name: କେନ୍ଦୁଝର (14, 803, 144, 847)
contact-address-line: ବି-୧୫, ଇଣ୍ଡଷ୍ଟ୍ରିଆଲ ଇଷ୍ଟେଟ, ଭୁବନେଶ୍ୱର–୭୫୧୦୧୦ (1197, 1290, 1449, 1303)
sudoku-cell[interactable] (1192, 1888, 1221, 1918)
sudoku-solution-cell: 8 (1336, 2059, 1354, 2073)
letter-title: ସିନେ ଷ୍ଟାରଙ୍କ ପଛରେ ରାଜନୈତିକ ଦଳ (1166, 525, 1478, 577)
domestic-help-author: ନାରାୟଣ ମିଶ୍ର (724, 1374, 839, 1398)
solar-body: ଭାରତ ସମେତ ପୃଥିବୀର ବିଭିନ୍ନ ଦେଶରେ ଶକ୍ତିର ଚାହିଦା କ୍ରମଶଃ ବୃଦ୍ଧି ପାଉଛି। ଜୀବାଶ୍ମ ଇନ୍ଧନ ଯଥା କୋଇଲା, ପେଟ୍ରୋଲିୟମ ଓ ପ୍ରାକୃତିକ ଗ୍ୟାସ ସୀମିତ ଏବଂ ଏହାର ବ୍ୟବହାର ପରିବେଶ ପ୍ରଦୂଷଣ ସୃଷ୍ଟି କରୁଛି। ଏହି ପରିପ୍ରେକ୍ଷୀରେ ସୌରଶକ୍ତି ଏକ ଗୁରୁତ୍ୱପୂର୍ଣ୍ଣ ବିକଳ୍ପ ଭାବେ ଉଭା ହୋଇଛି। ସୂର୍ଯ୍ୟଙ୍କଠାରୁ ପ୍ରାପ୍ତ ଶକ୍ତି ଅସୀମ ଓ ପ୍ରଦୂଷଣମୁକ୍ତ। ଭାରତ ଏକ ଉଷ୍ଣମଣ୍ଡଳୀୟ ଦେଶ ହୋଇଥିବାରୁ ବର୍ଷର ଅଧିକାଂଶ ସମୟ ପ୍ରଚୁର ସୂର୍ଯ୍ୟକିରଣ ମିଳେ। ଜାତୀୟ ସୌର ମିଶନ ଅଧୀନରେ ୨୦୨୨ ସୁଦ୍ଧା ୨୦,୦୦୦ ମେଗାୱାଟ ସୌରଶକ୍ତି ଉତ୍ପାଦନ ଲକ୍ଷ୍ୟ ରଖାଯାଇଛି। ସୌର ଫଟୋଭୋଲଟାଇକ ପ୍ୟାନେଲ ମାଧ୍ୟମରେ ସିଧାସଳଖ ବିଦ୍ୟୁତ ଉତ୍ପାଦନ କରାଯାଇପାରେ। ଗ୍ରାମାଞ୍ଚଳରେ ସୌର ଲଣ୍ଠନ, ସୌର ପମ୍ପ ଓ ସୌର ଚୁଲି ବ୍ୟବହାର ବଢ଼ୁଛି। ଓଡ଼ିଶା ସରକାର ମଧ୍ୟ ସୌରଶକ୍ତି ନୀତି ପ୍ରଣୟନ କରି ଘର ଛାତ ଉପରେ ସୌର ପ୍ୟାନେଲ ଲଗାଇବାକୁ ପ୍ରୋତ୍ସାହନ ଦେଉଛନ୍ତି। ପ୍ରାରମ୍ଭିକ ଖର୍ଚ୍ଚ ଅଧିକ ହେଲେ ମଧ୍ୟ ଦୀର୍ଘକାଳୀନ ଲାଭ ଦୃଷ୍ଟିରୁ ସୌରଶକ୍ତି ଲାଭଜନକ। ପ୍ରଯୁକ୍ତିବିଦ୍ୟାର ଉନ୍ନତି ସହ ସୌର ପ୍ୟାନେଲର ମୂଲ୍ୟ କ୍ରମଶଃ କମୁଛି। ସରକାରୀ ରିହାତି ଓ ସହଜ ଋଣ ସୁବିଧା ଦ୍ୱାରା ସାଧାରଣ ଲୋକ ଏହାକୁ ଅପନାଇ ପାରିବେ। ଭବିଷ୍ୟତରେ ଶକ୍ତି ସୁରକ୍ଷା ପାଇଁ ସୌରଶକ୍ତିର ବ୍ୟାପକ ବ୍ୟବହାର ଅପରିହାର୍ଯ୍ୟ। (338, 2177, 1418, 2289)
sudoku-cell[interactable]: 9 (1280, 1858, 1308, 1887)
dharitri-logo-sub: DHARITRI (985, 48, 1039, 57)
sudoku-solution-cell: 1 (1318, 2142, 1336, 2156)
sudoku-cell[interactable]: 7 (1338, 1771, 1367, 1800)
sudoku-solution-cell: 2 (1408, 2045, 1425, 2059)
ajira-bharata-title: ଆଜିର ଭାରତରେ (4, 221, 153, 313)
sudoku-solution-cell: 8 (1443, 2115, 1461, 2128)
sudoku-cell[interactable] (1280, 1976, 1308, 2004)
sudoku-solution-cell: 3 (1372, 2087, 1390, 2101)
domestic-help-column: ଭିତିରି କଥା (720, 1346, 843, 1374)
letter-signature: ସଚ୍ଚିଦାନନ୍ଦ ମିଶ୍ର, ରାଜସୁଣାଖଳା, ଖୋର୍ଦ୍ଧା (1291, 499, 1485, 514)
letter-title: ଓଡ଼ିଶା ନା ଉଡ଼ିଶା (1248, 79, 1397, 105)
sudoku-cell[interactable] (1192, 1947, 1221, 1976)
sudoku-solution-cell: 5 (1318, 2115, 1336, 2128)
sudoku-cell[interactable]: 5 (1338, 1976, 1367, 2004)
sudoku-solution-cell: 3 (1318, 2045, 1336, 2059)
sudoku-cell[interactable]: 9 (1251, 1800, 1280, 1830)
letter-title: ପାନୀୟଜଳ ସେବା (1247, 239, 1398, 265)
contact-address (1173, 1273, 1473, 1320)
sudoku-solution-cell: 2 (1354, 2156, 1372, 2170)
sudoku-solution-cell: 9 (1425, 2087, 1443, 2101)
sudoku-solution-cell: 1 (1390, 2156, 1408, 2170)
sudoku-cell[interactable] (1338, 1918, 1367, 1947)
